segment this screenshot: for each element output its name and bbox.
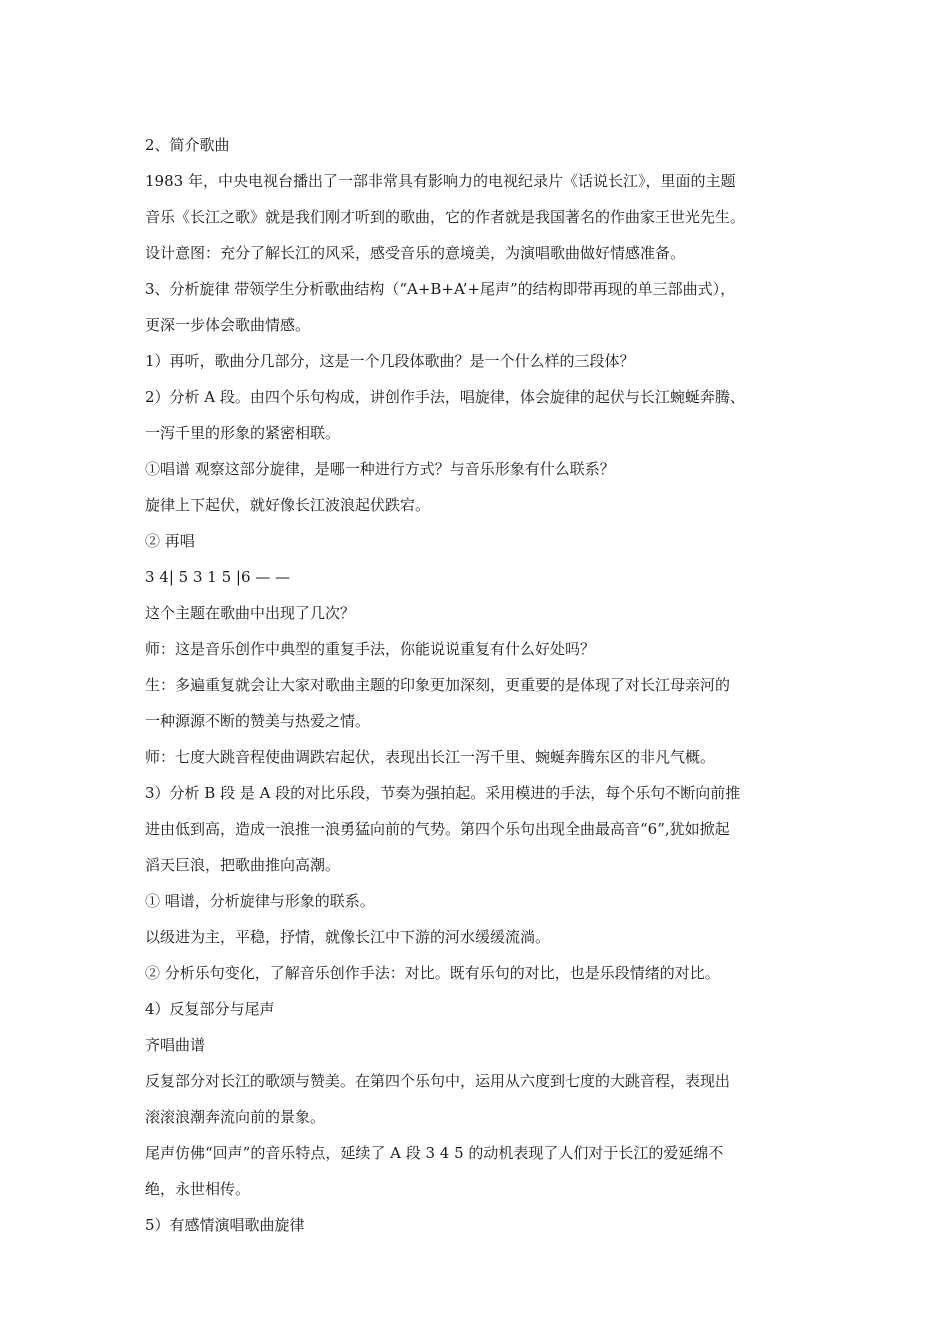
dialogue-line: 生：多遍重复就会让大家对歌曲主题的印象更加深刻，更重要的是体现了对长江母亲河的 — [145, 676, 731, 694]
section-heading-song-intro: 2、简介歌曲 — [145, 136, 230, 154]
paragraph-line: 一泻千里的形象的紧密相联。 — [145, 424, 341, 442]
list-item: 1）再听，歌曲分几部分，这是一个几段体歌曲？是一个什么样的三段体？ — [145, 352, 635, 370]
paragraph-line: 旋律上下起伏，就好像长江波浪起伏跌宕。 — [145, 496, 431, 514]
paragraph-line: 滚滚浪潮奔流向前的景象。 — [145, 1108, 326, 1126]
paragraph-line: 齐唱曲谱 — [145, 1036, 206, 1054]
list-item: 2）分析 A 段。由四个乐句构成，讲创作手法，唱旋律，体会旋律的起伏与长江蜿蜒奔腾、 — [145, 388, 745, 406]
paragraph-line: 绝，永世相传。 — [145, 1180, 251, 1198]
design-intent-line: 设计意图：充分了解长江的风采，感受音乐的意境美，为演唱歌曲做好情感准备。 — [145, 244, 686, 262]
paragraph-line: 音乐《长江之歌》就是我们刚才听到的歌曲，它的作者就是我国著名的作曲家王世光先生。 — [145, 208, 746, 226]
paragraph-line: 反复部分对长江的歌颂与赞美。在第四个乐句中，运用从六度到七度的大跳音程，表现出 — [145, 1072, 731, 1090]
list-item: ① 唱谱，分析旋律与形象的联系。 — [145, 892, 375, 910]
section-heading-melody-analysis: 3、分析旋律 带领学生分析歌曲结构（“A+B+A’+尾声”的结构即带再现的单三部曲式）， — [145, 280, 736, 298]
music-notation-line: 3 4| 5 3 1 5 |6 — — — [145, 568, 291, 586]
list-item: 3）分析 B 段 是 A 段的对比乐段，节奏为强拍起。采用模进的手法，每个乐句不断向前推 — [145, 784, 741, 802]
document-body — [145, 127, 825, 1243]
list-item: ①唱谱 观察这部分旋律，是哪一种进行方式？与音乐形象有什么联系？ — [145, 460, 615, 478]
paragraph-line: 一种源源不断的赞美与热爱之情。 — [145, 712, 371, 730]
paragraph-line: 以级进为主，平稳，抒情，就像长江中下游的河水缓缓流淌。 — [145, 928, 551, 946]
list-item: ② 分析乐句变化，了解音乐创作手法：对比。既有乐句的对比，也是乐段情绪的对比。 — [145, 964, 720, 982]
paragraph-line: 滔天巨浪，把歌曲推向高潮。 — [145, 856, 341, 874]
paragraph-line: 这个主题在歌曲中出现了几次？ — [145, 604, 356, 622]
paragraph-line: 进由低到高，造成一浪推一浪勇猛向前的气势。第四个乐句出现全曲最高音“6”,犹如掀起 — [145, 820, 730, 838]
dialogue-line: 师：七度大跳音程使曲调跌宕起伏，表现出长江一泻千里、蜿蜒奔腾东区的非凡气概。 — [145, 748, 716, 766]
paragraph-line: 1983 年，中央电视台播出了一部非常具有影响力的电视纪录片《话说长江》，里面的主题 — [145, 172, 736, 190]
list-item: 4）反复部分与尾声 — [145, 1000, 275, 1018]
list-item: 5）有感情演唱歌曲旋律 — [145, 1216, 305, 1234]
list-item: ② 再唱 — [145, 532, 195, 550]
paragraph-line: 尾声仿佛“回声”的音乐特点，延续了 A 段 3 4 5 的动机表现了人们对于长江的爱延绵不 — [145, 1144, 724, 1162]
paragraph-line: 更深一步体会歌曲情感。 — [145, 316, 311, 334]
dialogue-line: 师：这是音乐创作中典型的重复手法，你能说说重复有什么好处吗？ — [145, 640, 596, 658]
